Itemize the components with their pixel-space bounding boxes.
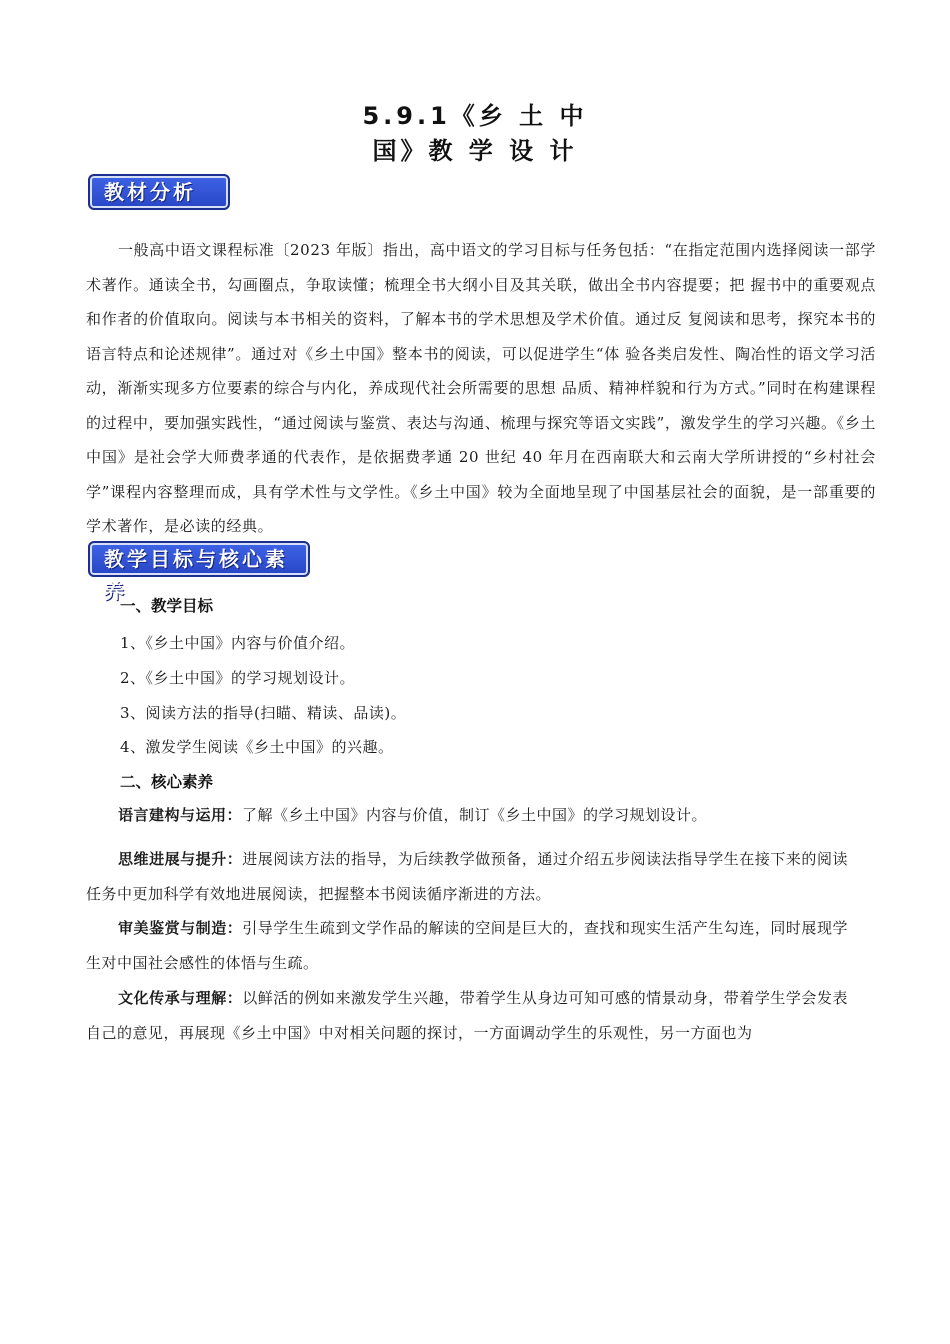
- literacy-label: 语言建构与运用：: [118, 806, 243, 824]
- literacy-label: 思维进展与提升：: [118, 850, 243, 868]
- literacy-item-culture: [86, 981, 848, 1051]
- literacy-item-aesthetics: [86, 911, 848, 981]
- literacy-item-thinking: [86, 842, 848, 912]
- literacy-text: 以鲜活的例如来激发学生兴趣，带着学生从身边可知可感的情景动身，带着学生学会发表自己的意见，再展现《乡土中国》中对相关问题的探讨，一方面调动学生的乐观性，另一方面也为: [86, 989, 848, 1042]
- goals-heading: 一、教学目标: [120, 597, 214, 615]
- document-title-line-1: 5.9.1《乡 土 中: [362, 102, 588, 130]
- document-title-line-2: 国》教 学 设 计: [372, 137, 578, 165]
- goal-item: 2、《乡土中国》的学习规划设计。: [120, 669, 356, 687]
- goal-item: 3、阅读方法的指导(扫瞄、精读、品读)。: [120, 704, 407, 722]
- goal-item: 1、《乡土中国》内容与价值介绍。: [120, 634, 356, 652]
- goal-item: 4、激发学生阅读《乡土中国》的兴趣。: [120, 738, 394, 756]
- literacy-text: 引导学生生疏到文学作品的解读的空间是巨大的，查找和现实生活产生勾连，同时展现学生对中国社会感性的体悟与生疏。: [86, 919, 848, 972]
- intro-paragraph: 一般高中语文课程标准〔2023 年版〕指出，高中语文的学习目标与任务包括：“在指定范围内选择阅读一部学术著作。通读全书，勾画圈点，争取读懂；梳理全书大纲小目及其关联，做出全书内容提要；把 握书中的重要观点和作者的价值取向。阅读与本书相关的资料，了解本书的学术思想及学术价值。通过反 复阅读和思考，探究本书的语言特点和论述规律”。通过对《乡土中国》整本书的阅读，可以促进学生“体 验各类启发性、陶冶性的语文学习活动，渐渐实现多方位要素的综合与内化，养成现代社会所需要的思想 品质、精神样貌和行为方式。”同时在构建课程的过程中，要加强实践性，“通过阅读与鉴赏、表达与沟通、梳理与探究等语文实践”，激发学生的学习兴趣。《乡土中国》是社会学大师费孝通的代表作，是依据费孝通 20 世纪 40 年月在西南联大和云南大学所讲授的“乡村社会学”课程内容整理而成，具有学术性与文学性。《乡土中国》较为全面地呈现了中国基层社会的面貌，是一部重要的学术著作，是必读的经典。: [86, 241, 876, 535]
- literacy-item-language: [86, 798, 848, 833]
- literacy-label: 文化传承与理解：: [118, 989, 243, 1007]
- literacy-text: 进展阅读方法的指导，为后续教学做预备，通过介绍五步阅读法指导学生在接下来的阅读任务中更加科学有效地进展阅读，把握整本书阅读循序渐进的方法。: [86, 850, 848, 903]
- section-banner-analysis: 教材分析: [88, 174, 230, 210]
- literacy-label: 审美鉴赏与制造：: [118, 919, 243, 937]
- literacy-text: 了解《乡土中国》内容与价值，制订《乡土中国》的学习规划设计。: [242, 806, 708, 824]
- literacy-heading: 二、核心素养: [120, 773, 214, 791]
- section-banner-objectives: 教学目标与核心素养: [88, 541, 310, 577]
